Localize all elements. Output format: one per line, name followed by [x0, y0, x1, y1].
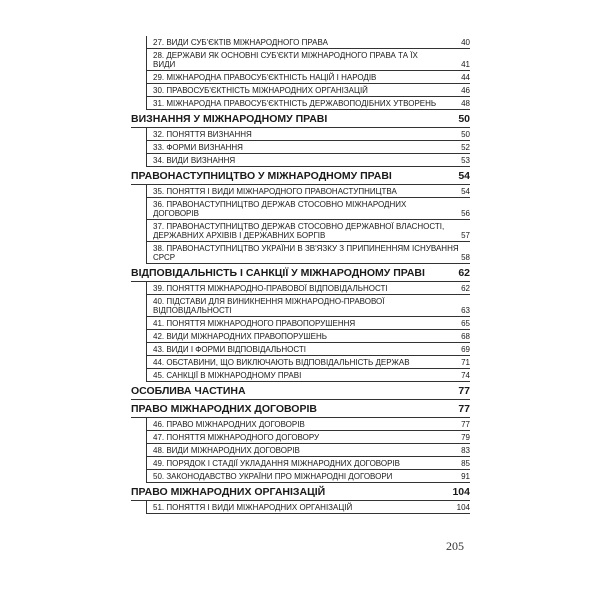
toc-entry-title: 40. ПІДСТАВИ ДЛЯ ВИНИКНЕННЯ МІЖНАРОДНО-ПРАВОВОЇ ВІДПОВІДАЛЬНОСТІ — [153, 297, 385, 315]
toc-page-number: 71 — [461, 358, 470, 367]
toc-entry — [146, 198, 470, 220]
toc-entry — [146, 444, 470, 457]
toc-section-title: ПРАВО МІЖНАРОДНИХ ОРГАНІЗАЦІЙ — [131, 486, 326, 498]
toc-entry — [146, 242, 470, 264]
toc-page-number: 41 — [461, 60, 470, 69]
toc-page-number: 46 — [461, 86, 470, 95]
toc-entry — [146, 501, 470, 514]
toc-entry-title: 34. ВИДИ ВИЗНАННЯ — [153, 156, 236, 165]
toc-page-number: 104 — [452, 486, 470, 498]
toc-entry-title: 43. ВИДИ І ФОРМИ ВІДПОВІДАЛЬНОСТІ — [153, 345, 307, 354]
toc-section-heading — [131, 483, 470, 501]
toc-page-number: 62 — [461, 284, 470, 293]
toc-page-number: 56 — [461, 209, 470, 218]
toc-page-number: 85 — [461, 459, 470, 468]
toc-page-number: 77 — [458, 403, 470, 415]
toc-page-number: 57 — [461, 231, 470, 240]
toc-entry-title: 28. ДЕРЖАВИ ЯК ОСНОВНІ СУБ'ЄКТИ МІЖНАРОДНОГО ПРАВА ТА ЇХ ВИДИ — [153, 51, 418, 69]
toc-entry — [146, 457, 470, 470]
table-of-contents — [131, 36, 470, 514]
toc-entry-title: 44. ОБСТАВИНИ, ЩО ВИКЛЮЧАЮТЬ ВІДПОВІДАЛЬНІСТЬ ДЕРЖАВ — [153, 358, 410, 367]
toc-page-number: 69 — [461, 345, 470, 354]
toc-page-number: 53 — [461, 156, 470, 165]
toc-entry-title: 31. МІЖНАРОДНА ПРАВОСУБ'ЄКТНІСТЬ ДЕРЖАВОПОДІБНИХ УТВОРЕНЬ — [153, 99, 437, 108]
toc-entry — [146, 282, 470, 295]
toc-entry — [146, 36, 470, 49]
toc-entry — [146, 220, 470, 242]
toc-page-number: 91 — [461, 472, 470, 481]
toc-entry-title: 50. ЗАКОНОДАВСТВО УКРАЇНИ ПРО МІЖНАРОДНІ ДОГОВОРИ — [153, 472, 393, 481]
toc-page-number: 54 — [458, 170, 470, 182]
toc-section-title: ВИЗНАННЯ У МІЖНАРОДНОМУ ПРАВІ — [131, 113, 328, 125]
toc-entry-title: 39. ПОНЯТТЯ МІЖНАРОДНО-ПРАВОВОЇ ВІДПОВІДАЛЬНОСТІ — [153, 284, 388, 293]
toc-page-number: 104 — [456, 503, 470, 512]
toc-entry — [146, 431, 470, 444]
toc-entry — [146, 185, 470, 198]
toc-page-number: 68 — [461, 332, 470, 341]
toc-entry — [146, 356, 470, 369]
toc-entry — [146, 295, 470, 317]
toc-entry-title: 33. ФОРМИ ВИЗНАННЯ — [153, 143, 243, 152]
toc-page-number: 54 — [461, 187, 470, 196]
toc-entry-title: 42. ВИДИ МІЖНАРОДНИХ ПРАВОПОРУШЕНЬ — [153, 332, 328, 341]
toc-page-number: 50 — [461, 130, 470, 139]
toc-section-heading — [131, 382, 470, 400]
toc-entry-title: 37. ПРАВОНАСТУПНИЦТВО ДЕРЖАВ СТОСОВНО ДЕРЖАВНОЇ ВЛАСНОСТІ, ДЕРЖАВНИХ АРХІВІВ І ДЕРЖАВНИХ БОРГІВ — [153, 222, 445, 240]
toc-page-number: 83 — [461, 446, 470, 455]
toc-page-number: 62 — [458, 267, 470, 279]
toc-entry — [146, 418, 470, 431]
toc-section-heading — [131, 400, 470, 418]
toc-entry-title: 29. МІЖНАРОДНА ПРАВОСУБ'ЄКТНІСТЬ НАЦІЙ І НАРОДІВ — [153, 73, 377, 82]
toc-entry-title: 51. ПОНЯТТЯ І ВИДИ МІЖНАРОДНИХ ОРГАНІЗАЦІЙ — [153, 503, 353, 512]
toc-entry — [146, 369, 470, 382]
toc-entry-title: 27. ВИДИ СУБ'ЄКТІВ МІЖНАРОДНОГО ПРАВА — [153, 38, 328, 47]
toc-entry — [146, 97, 470, 110]
toc-entry — [146, 330, 470, 343]
toc-entry-title: 35. ПОНЯТТЯ І ВИДИ МІЖНАРОДНОГО ПРАВОНАСТУПНИЦТВА — [153, 187, 397, 196]
toc-page-number: 58 — [461, 253, 470, 262]
toc-entry — [146, 49, 470, 71]
toc-page-number: 63 — [461, 306, 470, 315]
toc-entry — [146, 128, 470, 141]
toc-entry — [146, 154, 470, 167]
toc-entry-title: 45. САНКЦІЇ В МІЖНАРОДНОМУ ПРАВІ — [153, 371, 302, 380]
toc-section-title: ПРАВОНАСТУПНИЦТВО У МІЖНАРОДНОМУ ПРАВІ — [131, 170, 392, 182]
toc-section-title: ВІДПОВІДАЛЬНІСТЬ І САНКЦІЇ У МІЖНАРОДНОМУ ПРАВІ — [131, 267, 425, 279]
toc-page-number: 77 — [461, 420, 470, 429]
toc-entry-title: 49. ПОРЯДОК І СТАДІЇ УКЛАДАННЯ МІЖНАРОДНИХ ДОГОВОРІВ — [153, 459, 400, 468]
toc-page-number: 79 — [461, 433, 470, 442]
toc-page-number: 77 — [458, 385, 470, 397]
toc-page-number: 44 — [461, 73, 470, 82]
toc-entry-title: 32. ПОНЯТТЯ ВИЗНАННЯ — [153, 130, 252, 139]
toc-page-number: 52 — [461, 143, 470, 152]
toc-entry-title: 38. ПРАВОНАСТУПНИЦТВО УКРАЇНИ В ЗВ'ЯЗКУ З ПРИПИНЕННЯМ ІСНУВАННЯ СРСР — [153, 244, 459, 262]
toc-entry — [146, 470, 470, 483]
toc-entry-title: 30. ПРАВОСУБ'ЄКТНІСТЬ МІЖНАРОДНИХ ОРГАНІЗАЦІЙ — [153, 86, 368, 95]
toc-section-heading — [131, 110, 470, 128]
toc-entry-title: 36. ПРАВОНАСТУПНИЦТВО ДЕРЖАВ СТОСОВНО МІЖНАРОДНИХ ДОГОВОРІВ — [153, 200, 407, 218]
toc-page-number: 65 — [461, 319, 470, 328]
toc-entry — [146, 71, 470, 84]
toc-section-heading — [131, 167, 470, 185]
toc-entry — [146, 84, 470, 97]
toc-page-number: 48 — [461, 99, 470, 108]
toc-page-number: 50 — [458, 113, 470, 125]
page-number: 205 — [446, 539, 464, 553]
toc-entry-title: 46. ПРАВО МІЖНАРОДНИХ ДОГОВОРІВ — [153, 420, 305, 429]
toc-entry — [146, 141, 470, 154]
toc-entry — [146, 343, 470, 356]
toc-entry — [146, 317, 470, 330]
toc-section-heading — [131, 264, 470, 282]
toc-entry-title: 47. ПОНЯТТЯ МІЖНАРОДНОГО ДОГОВОРУ — [153, 433, 320, 442]
toc-entry-title: 48. ВИДИ МІЖНАРОДНИХ ДОГОВОРІВ — [153, 446, 300, 455]
toc-page-number: 74 — [461, 371, 470, 380]
toc-section-title: ОСОБЛИВА ЧАСТИНА — [131, 385, 246, 397]
toc-entry-title: 41. ПОНЯТТЯ МІЖНАРОДНОГО ПРАВОПОРУШЕННЯ — [153, 319, 356, 328]
toc-page-number: 40 — [461, 38, 470, 47]
toc-section-title: ПРАВО МІЖНАРОДНИХ ДОГОВОРІВ — [131, 403, 317, 415]
